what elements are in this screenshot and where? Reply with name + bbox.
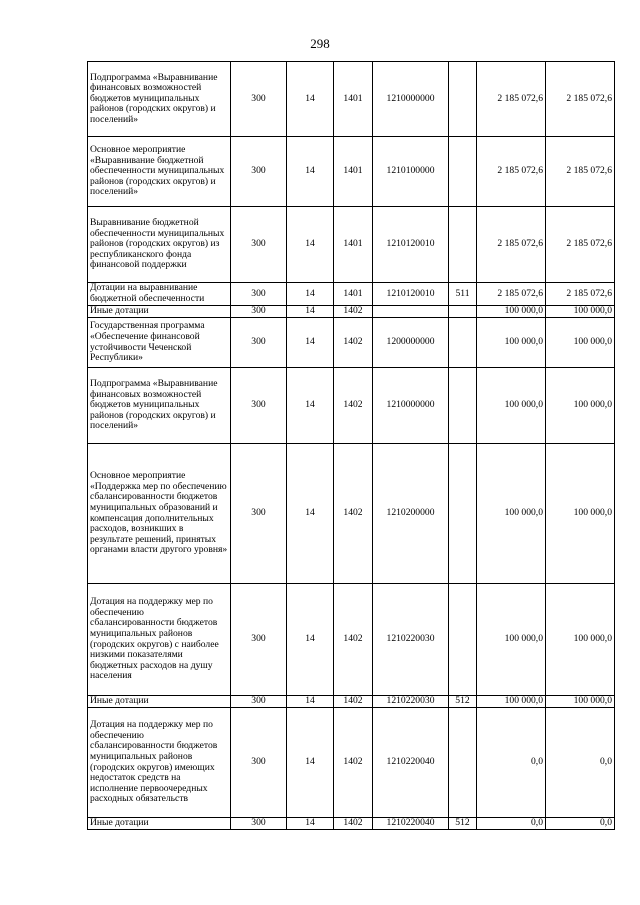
target-article-code: 1210220030 bbox=[373, 696, 449, 708]
ministry-code: 300 bbox=[231, 444, 287, 584]
amount-first: 2 185 072,6 bbox=[477, 207, 546, 283]
row-name: Дотация на поддержку мер по обеспечению сбалансированности бюджетов муниципальных районов (городских округов) имеющих недостаток средств на исполнение первоочередных расходных обязательств bbox=[88, 708, 231, 818]
expense-type-code bbox=[449, 708, 477, 818]
ministry-code: 300 bbox=[231, 318, 287, 368]
row-name: Дотации на выравнивание бюджетной обеспеченности bbox=[88, 283, 231, 306]
target-article-code: 1210120010 bbox=[373, 207, 449, 283]
amount-second: 2 185 072,6 bbox=[546, 283, 615, 306]
ministry-code: 300 bbox=[231, 696, 287, 708]
expense-type-code bbox=[449, 137, 477, 207]
subsection-code: 1401 bbox=[334, 62, 373, 137]
amount-second: 0,0 bbox=[546, 818, 615, 830]
row-name: Иные дотации bbox=[88, 818, 231, 830]
subsection-code: 1401 bbox=[334, 283, 373, 306]
target-article-code: 1210120010 bbox=[373, 283, 449, 306]
amount-first: 100 000,0 bbox=[477, 318, 546, 368]
table-row bbox=[88, 207, 615, 283]
table-row bbox=[88, 818, 615, 830]
expense-type-code: 512 bbox=[449, 818, 477, 830]
subsection-code: 1402 bbox=[334, 818, 373, 830]
ministry-code: 300 bbox=[231, 708, 287, 818]
expense-type-code bbox=[449, 318, 477, 368]
target-article-code: 1210100000 bbox=[373, 137, 449, 207]
expense-type-code bbox=[449, 444, 477, 584]
amount-second: 0,0 bbox=[546, 708, 615, 818]
ministry-code: 300 bbox=[231, 62, 287, 137]
expense-type-code: 511 bbox=[449, 283, 477, 306]
amount-first: 2 185 072,6 bbox=[477, 137, 546, 207]
table-row bbox=[88, 306, 615, 318]
section-code: 14 bbox=[287, 368, 334, 444]
table-row bbox=[88, 137, 615, 207]
target-article-code: 1210220040 bbox=[373, 708, 449, 818]
subsection-code: 1402 bbox=[334, 696, 373, 708]
ministry-code: 300 bbox=[231, 368, 287, 444]
subsection-code: 1401 bbox=[334, 207, 373, 283]
amount-second: 100 000,0 bbox=[546, 368, 615, 444]
subsection-code: 1402 bbox=[334, 306, 373, 318]
row-name: Основное мероприятие «Выравнивание бюджетной обеспеченности муниципальных районов (городских округов) и поселений» bbox=[88, 137, 231, 207]
amount-first: 100 000,0 bbox=[477, 368, 546, 444]
section-code: 14 bbox=[287, 306, 334, 318]
ministry-code: 300 bbox=[231, 818, 287, 830]
row-name: Государственная программа «Обеспечение финансовой устойчивости Чеченской Республики» bbox=[88, 318, 231, 368]
target-article-code bbox=[373, 306, 449, 318]
row-name: Выравнивание бюджетной обеспеченности муниципальных районов (городских округов) из республиканского фонда финансовой поддержки bbox=[88, 207, 231, 283]
target-article-code: 1210200000 bbox=[373, 444, 449, 584]
section-code: 14 bbox=[287, 696, 334, 708]
table-row bbox=[88, 283, 615, 306]
target-article-code: 1200000000 bbox=[373, 318, 449, 368]
subsection-code: 1402 bbox=[334, 318, 373, 368]
amount-second: 100 000,0 bbox=[546, 318, 615, 368]
amount-second: 2 185 072,6 bbox=[546, 207, 615, 283]
amount-first: 100 000,0 bbox=[477, 444, 546, 584]
table-row bbox=[88, 696, 615, 708]
row-name: Иные дотации bbox=[88, 306, 231, 318]
amount-second: 100 000,0 bbox=[546, 444, 615, 584]
section-code: 14 bbox=[287, 444, 334, 584]
subsection-code: 1401 bbox=[334, 137, 373, 207]
row-name: Дотация на поддержку мер по обеспечению сбалансированности бюджетов муниципальных районов (городских округов) с наиболее низкими показателями бюджетных расходов на душу населения bbox=[88, 584, 231, 696]
table-row bbox=[88, 584, 615, 696]
target-article-code: 1210000000 bbox=[373, 62, 449, 137]
table-row bbox=[88, 62, 615, 137]
target-article-code: 1210000000 bbox=[373, 368, 449, 444]
section-code: 14 bbox=[287, 584, 334, 696]
amount-second: 100 000,0 bbox=[546, 696, 615, 708]
ministry-code: 300 bbox=[231, 283, 287, 306]
section-code: 14 bbox=[287, 283, 334, 306]
budget-table bbox=[87, 61, 615, 830]
row-name: Подпрограмма «Выравнивание финансовых возможностей бюджетов муниципальных районов (городских округов) и поселений» bbox=[88, 368, 231, 444]
section-code: 14 bbox=[287, 708, 334, 818]
ministry-code: 300 bbox=[231, 306, 287, 318]
ministry-code: 300 bbox=[231, 137, 287, 207]
amount-first: 100 000,0 bbox=[477, 696, 546, 708]
page-number: 298 bbox=[310, 36, 330, 51]
target-article-code: 1210220040 bbox=[373, 818, 449, 830]
amount-second: 100 000,0 bbox=[546, 584, 615, 696]
amount-second: 2 185 072,6 bbox=[546, 62, 615, 137]
table-row bbox=[88, 708, 615, 818]
expense-type-code bbox=[449, 62, 477, 137]
row-name: Основное мероприятие «Поддержка мер по обеспечению сбалансированности бюджетов муниципальных образований и компенсация дополнительных расходов, возникших в результате решений, принятых органами власти другого уровня» bbox=[88, 444, 231, 584]
section-code: 14 bbox=[287, 137, 334, 207]
table-row bbox=[88, 368, 615, 444]
amount-first: 0,0 bbox=[477, 708, 546, 818]
target-article-code: 1210220030 bbox=[373, 584, 449, 696]
amount-first: 2 185 072,6 bbox=[477, 62, 546, 137]
amount-second: 100 000,0 bbox=[546, 306, 615, 318]
expense-type-code bbox=[449, 368, 477, 444]
row-name: Иные дотации bbox=[88, 696, 231, 708]
subsection-code: 1402 bbox=[334, 708, 373, 818]
subsection-code: 1402 bbox=[334, 444, 373, 584]
amount-second: 2 185 072,6 bbox=[546, 137, 615, 207]
expense-type-code bbox=[449, 306, 477, 318]
expense-type-code: 512 bbox=[449, 696, 477, 708]
table-row bbox=[88, 318, 615, 368]
amount-first: 100 000,0 bbox=[477, 584, 546, 696]
ministry-code: 300 bbox=[231, 584, 287, 696]
subsection-code: 1402 bbox=[334, 584, 373, 696]
subsection-code: 1402 bbox=[334, 368, 373, 444]
expense-type-code bbox=[449, 207, 477, 283]
ministry-code: 300 bbox=[231, 207, 287, 283]
amount-first: 100 000,0 bbox=[477, 306, 546, 318]
expense-type-code bbox=[449, 584, 477, 696]
row-name: Подпрограмма «Выравнивание финансовых возможностей бюджетов муниципальных районов (городских округов) и поселений» bbox=[88, 62, 231, 137]
section-code: 14 bbox=[287, 207, 334, 283]
section-code: 14 bbox=[287, 318, 334, 368]
section-code: 14 bbox=[287, 62, 334, 137]
section-code: 14 bbox=[287, 818, 334, 830]
amount-first: 2 185 072,6 bbox=[477, 283, 546, 306]
amount-first: 0,0 bbox=[477, 818, 546, 830]
table-row bbox=[88, 444, 615, 584]
